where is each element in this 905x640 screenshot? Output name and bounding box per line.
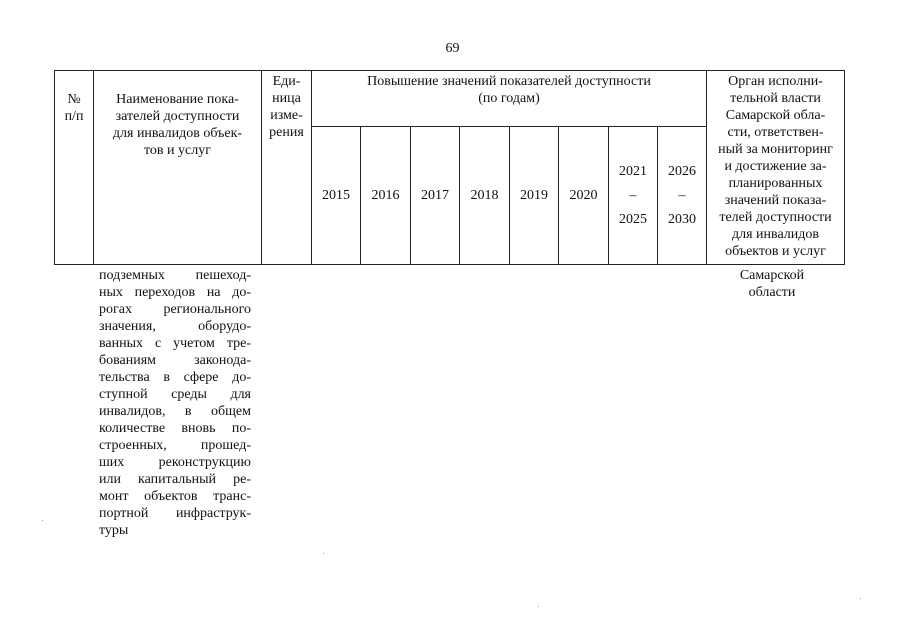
indicator-line: рогах регионального	[99, 302, 251, 317]
year-header-2021-2025: 2021 – 2025	[609, 127, 658, 265]
scan-speck	[42, 520, 43, 521]
col-header-unit: Еди- ница изме- рения	[262, 71, 312, 265]
year-header-2017: 2017	[411, 127, 460, 265]
indicator-line: количестве вновь по-	[99, 421, 251, 436]
indicator-line: строенных, прошед-	[99, 438, 251, 453]
year-header-2019: 2019	[510, 127, 559, 265]
executive-authority-continuation: Самарской области	[739, 268, 805, 300]
scan-speck	[538, 606, 539, 607]
indicator-line: подземных пешеход-	[99, 268, 251, 283]
year-header-2020: 2020	[559, 127, 609, 265]
year-header-2015: 2015	[312, 127, 361, 265]
indicator-line: значения, оборудо-	[99, 319, 251, 334]
year-header-2026-2030: 2026 – 2030	[658, 127, 707, 265]
indicator-line: бованиям законода-	[99, 353, 251, 368]
indicator-line: ванных с учетом тре-	[99, 336, 251, 351]
scan-speck	[860, 598, 861, 599]
year-header-2016: 2016	[361, 127, 411, 265]
indicator-line: тельства в сфере до-	[99, 370, 251, 385]
indicator-header-table	[54, 70, 845, 265]
indicator-line: ших реконструкцию	[99, 455, 251, 470]
indicator-line: туры	[99, 523, 129, 538]
indicator-line: ступной среды для	[99, 387, 251, 402]
col-header-number: № п/п	[55, 71, 94, 265]
indicator-name-continuation	[99, 267, 251, 539]
scan-speck	[323, 553, 324, 554]
indicator-line: ных переходов на до-	[99, 285, 251, 300]
col-header-increase-by-years: Повышение значений показателей доступности (по годам)	[312, 71, 707, 127]
indicator-line: монт объектов транс-	[99, 489, 251, 504]
year-header-2018: 2018	[460, 127, 510, 265]
col-header-executive-authority: Орган исполни- тельной власти Самарской обла- сти, ответствен- ный за мониторинг и достижение за- планированных значений показа- телей доступности для инвалидов объектов и услуг	[707, 71, 845, 265]
col-header-indicator-name: Наименование пока- зателей доступности для инвалидов объек- тов и услуг	[94, 71, 262, 265]
page-number: 69	[445, 41, 460, 56]
indicator-line: портной инфраструк-	[99, 506, 251, 521]
indicator-line: или капитальный ре-	[99, 472, 251, 487]
indicator-line: инвалидов, в общем	[99, 404, 251, 419]
